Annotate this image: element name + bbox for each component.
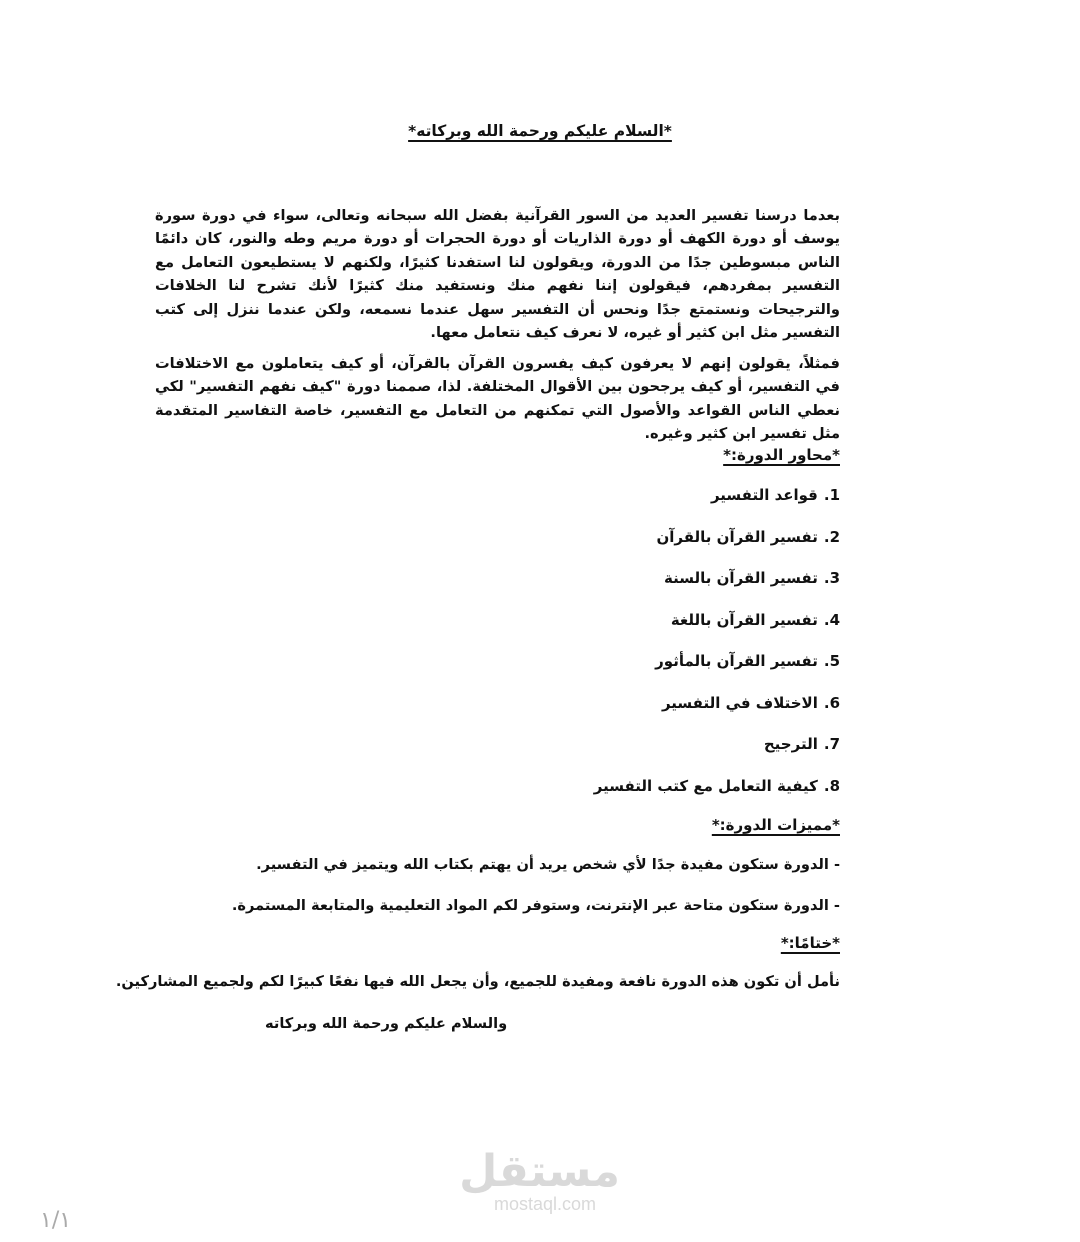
item-number: 1. (823, 486, 840, 504)
list-item (594, 528, 840, 570)
item-number: 2. (823, 527, 840, 546)
list-item (594, 611, 840, 653)
features-heading: *مميزات الدورة:* (711, 816, 840, 834)
item-label: الترجيح (763, 735, 818, 753)
feature-item: - الدورة ستكون متاحة عبر الإنترنت، وستوفر لكم المواد التعليمية والمتابعة المستمرة. (231, 897, 840, 914)
page-number: ١/١ (40, 1208, 72, 1233)
feature-item: - الدورة ستكون مفيدة جدًا لأي شخص يريد أن يهتم بكتاب الله ويتميز في التفسير. (256, 856, 840, 873)
axes-list (594, 486, 840, 818)
item-label: قواعد التفسير (710, 486, 818, 504)
item-label: كيفية التعامل مع كتب التفسير (593, 776, 818, 795)
item-label: تفسير القرآن بالسنة (664, 569, 818, 587)
axes-heading: *محاور الدورة:* (723, 446, 840, 464)
item-label: الاختلاف في التفسير (661, 693, 818, 712)
list-item (594, 777, 840, 819)
closing-text: نأمل أن تكون هذه الدورة نافعة ومفيدة للجميع، وأن يجعل الله فيها نفعًا كبيرًا لكم ولجميع المشاركين. (115, 973, 840, 990)
watermark-arabic: مستقل (459, 1146, 620, 1197)
item-number: 6. (823, 693, 840, 712)
item-number: 5. (823, 652, 840, 670)
list-item (594, 652, 840, 694)
item-label: تفسير القرآن باللغة (670, 610, 818, 629)
item-number: 7. (823, 735, 840, 753)
item-label: تفسير القرآن بالمأثور (655, 652, 818, 670)
item-label: تفسير القرآن بالقرآن (656, 527, 818, 546)
list-item (594, 486, 840, 528)
second-paragraph: فمثلاً، يقولون إنهم لا يعرفون كيف يفسرون القرآن بالقرآن، أو كيف يتعاملون مع الاختلافات في التفسير، أو كيف يرجحون بين الأقوال المختلفة. لذا، صممنا دورة "كيف نفهم التفسير" لكي نعطي الناس القواعد والأصول التي تمكنهم من التعامل مع التفسير، خاصة التفاسير المتقدمة مثل تفسير ابن كثير وغيره. (155, 355, 840, 443)
item-number: 3. (823, 569, 840, 587)
document-title (0, 122, 1080, 140)
intro-paragraph: بعدما درسنا تفسير العديد من السور القرآنية بفضل الله سبحانه وتعالى، سواء في دورة سورة يوسف أو دورة الكهف أو دورة الذاريات أو دورة الحجرات أو دورة مريم وطه والنور، كان دائمًا الناس مبسوطين جدًا من الدورة، ويقولون لنا استفدنا كثيرًا، ولكنهم لا يستطيعون التعامل مع التفسير بمفردهم، فيقولون إننا نفهم منك ونستفيد منك كثيرًا لأنك تشرح لنا الخلافات والترجيحات ونستمتع جدًا ونحس أن التفسير سهل عندما نسمعه، ولكن عندما ننزل إلى كتب التفسير مثل ابن كثير أو غيره، لا نعرف كيف نتعامل معها. (155, 207, 840, 342)
list-item (594, 735, 840, 777)
signoff: والسلام عليكم ورحمة الله وبركاته (265, 1015, 508, 1032)
mostaql-watermark (459, 1146, 620, 1214)
title-text: *السلام عليكم ورحمة الله وبركاته* (408, 122, 672, 140)
list-item (594, 569, 840, 611)
watermark-latin: mostaql.com (493, 1194, 597, 1214)
list-item (594, 694, 840, 736)
item-number: 4. (823, 610, 840, 629)
item-number: 8. (823, 776, 840, 795)
closing-heading: *ختامًا:* (780, 934, 840, 952)
